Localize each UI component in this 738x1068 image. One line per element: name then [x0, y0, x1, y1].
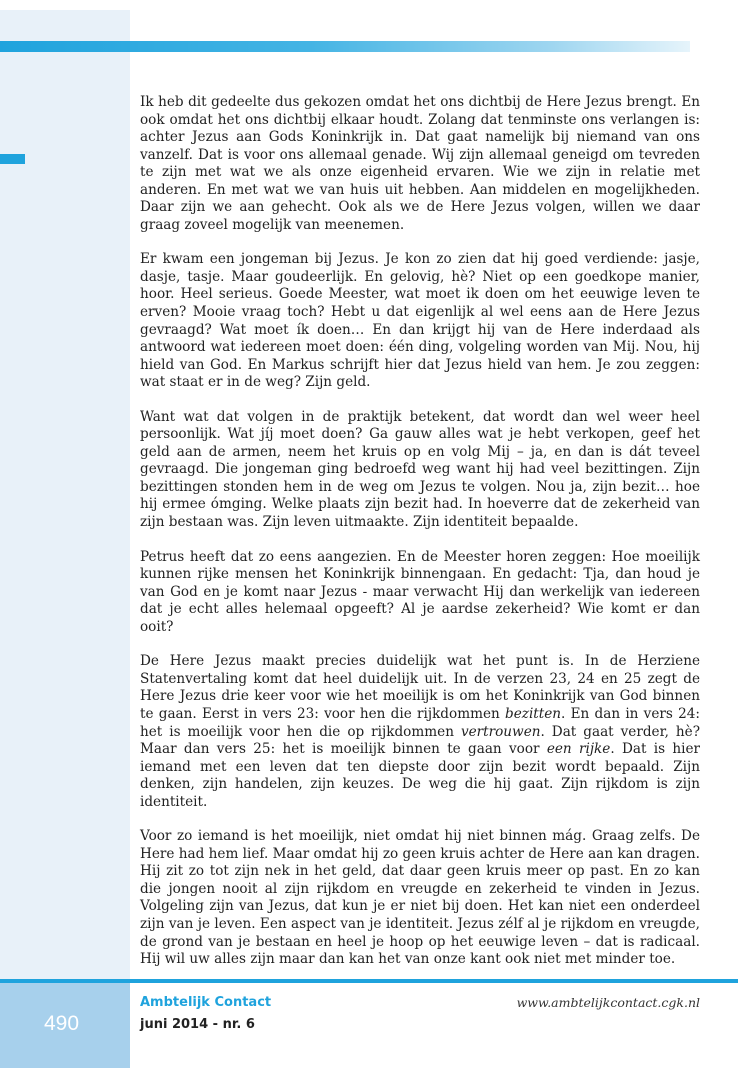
- paragraph-2: Er kwam een jongeman bij Jezus. Je kon zo zien dat hij goed verdiende: jasje, dasje, tasje. Maar goudeerlijk. En gelovig, hè? Niet op een goedkope manier, hoor. Heel serieus. Goede Meester, wat moet ik doen om het eeuwige leven te erven? Mooie vraag toch? Hebt u dat eigenlijk al wel eens aan de Here Jezus gevraagd? Wat moet ík doen… En dan krijgt hij van de Here inderdaad als antwoord wat iedereen moet doen: één ding, volgeling worden van Mij. Nou, hij hield van God. En Markus schrijft hier dat Jezus hield van hem. Je zou zeggen: wat staat er in de weg? Zijn geld.: [140, 251, 700, 391]
- issue-date: juni 2014 - nr. 6: [140, 1017, 255, 1032]
- paragraph-5-part-d: . Dat is hier iemand met een leven dat ten diepste door zijn bezit wordt bepaald. Zijn denken, zijn handelen, zijn keuzes. De weg die hij gaat. Zijn rijkdom is zijn identiteit.: [140, 741, 700, 810]
- paragraph-5: [140, 653, 700, 811]
- paragraph-6: Voor zo iemand is het moeilijk, niet omdat hij niet binnen mág. Graag zelfs. De Here had hem lief. Maar omdat hij zo geen kruis achter de Here aan kan dragen. Hij zit zo tot zijn nek in het geld, dat daar geen kruis meer op past. En zo kan die jongen nooit al zijn rijkdom en vreugde en zekerheid te vinden in Jezus. Volgeling zijn van Jezus, dat kun je er niet bij doen. Het kan niet een onderdeel zijn van je leven. Een aspect van je identiteit. Jezus zélf al je rijkdom en vreugde, de grond van je bestaan en heel je hoop op het eeuwige leven – dat is radicaal. Hij wil uw alles zijn maar dan kan het van onze kant ook niet met minder toe.: [140, 828, 700, 968]
- emphasis-een-rijke: een rijke: [546, 741, 611, 758]
- header-stripe: [0, 41, 690, 52]
- emphasis-bezitten: bezitten: [505, 705, 562, 722]
- side-marker: [0, 154, 25, 164]
- left-margin-panel: [0, 10, 130, 1068]
- paragraph-4: Petrus heeft dat zo eens aangezien. En de Meester horen zeggen: Hoe moeilijk kunnen rijke mensen het Koninkrijk binnengaan. En gedacht: Tja, dan houd je van God en je komt naar Jezus - maar verwacht Hij dan werkelijk van iedereen dat je echt alles helemaal opgeeft? Al je aardse zekerheid? Wie komt er dan ooit?: [140, 548, 700, 635]
- paragraph-1: Ik heb dit gedeelte dus gekozen omdat het ons dichtbij de Here Jezus brengt. En ook omdat het ons dichtbij elkaar houdt. Zolang dat tenminste ons verlangen is: achter Jezus aan Gods Koninkrijk in. Dat gaat namelijk bij niemand van ons vanzelf. Dat is voor ons allemaal genade. Wij zijn allemaal geneigd om tevreden te zijn met wat we als onze eigenheid ervaren. Wie we zijn in relatie met anderen. En met wat we van huis uit hebben. Aan middelen en mogelijkheden. Daar zijn we aan gehecht. Ook als we de Here Jezus volgen, willen we daar graag zoveel mogelijk van meenemen.: [140, 94, 700, 233]
- paragraph-5-part-a: De Here Jezus maakt precies duidelijk wat het punt is. In de Herziene Statenvertaling komt dat heel duidelijk uit. In de verzen 23, 24 en 25 zegt de Here Jezus drie keer voor wie het moeilijk is om het Koninkrijk van God binnen te gaan. Eerst in vers 23: voor hen die rijkdommen: [140, 653, 700, 722]
- website-link[interactable]: www.ambtelijkcontact.cgk.nl: [516, 995, 700, 1010]
- paragraph-3: Want wat dat volgen in de praktijk betekent, dat wordt dan wel weer heel persoonlijk. Wat jíj moet doen? Ga gauw alles wat je hebt verkopen, geef het geld aan de armen, neem het kruis op en volg Mij – ja, en dan is dát teveel gevraagd. Die jongeman ging bedroefd weg want hij had veel bezittingen. Zijn bezittingen stonden hem in de weg om Jezus te volgen. Nou ja, zijn bezit… hoe hij ermee ómging. Welke plaats zijn bezit had. In hoeverre dat de zekerheid van zijn bestaan was. Zijn leven uitmaakte. Zijn identiteit bepaalde.: [140, 408, 700, 531]
- article-body: [140, 94, 700, 986]
- magazine-title: Ambtelijk Contact: [140, 995, 272, 1010]
- emphasis-vertrouwen: vertrouwen: [460, 723, 541, 740]
- paragraph-5-part-b: . En dan in vers 24: het is moeilijk voor hen die op rijkdommen: [140, 705, 700, 740]
- page-number: 490: [44, 1012, 80, 1035]
- paragraph-5-part-c: . Dat gaat verder, hè? Maar dan vers 25: het is moeilijk binnen te gaan voor: [140, 723, 700, 758]
